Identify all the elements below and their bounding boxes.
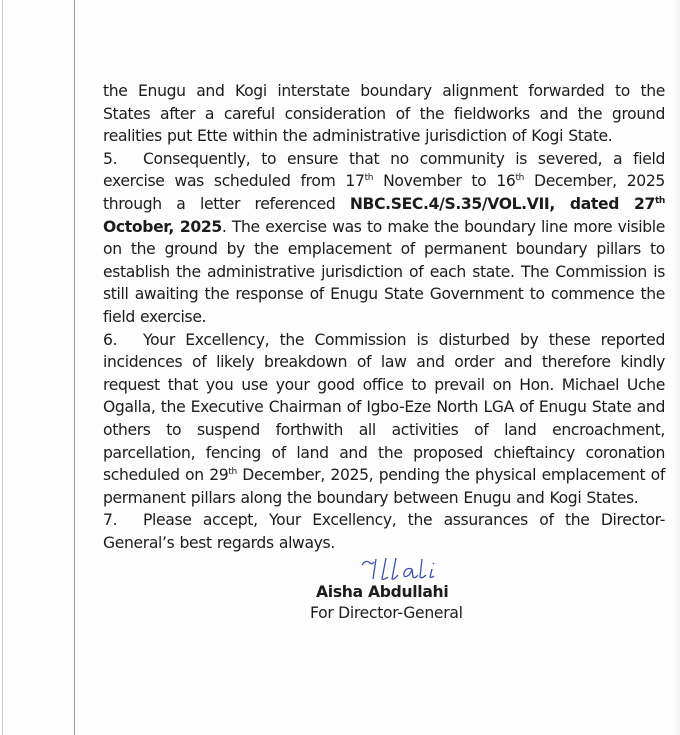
letter-reference-date: October, 2025	[103, 217, 222, 236]
paragraph-text: Your Excellency, the Commission is disturbed by these reported incidences of likely breakdown of law and order and therefore kindly request that you use your good office to prevail on Hon. Michael Uche Ogalla, the Executive Chairman of Igbo-Eze North LGA of Enugu State and others to suspend forthwith all activities of land encroachment, parcellation, fencing of land and the proposed chieftaincy coronation scheduled on 29	[103, 330, 665, 485]
paragraph-6	[103, 329, 665, 510]
page-edge-shadow	[672, 0, 680, 735]
ordinal-suffix: th	[515, 173, 525, 184]
paragraph-number: 7.	[103, 511, 118, 530]
letter-reference: NBC.SEC.4/S.35/VOL.VII, dated 27	[349, 194, 655, 213]
paragraph-text: November to 16	[373, 172, 516, 191]
paragraph-text: . The exercise was to make the boundary line more visible on the ground by the emplacement of permanent boundary pillars to establish the administrative jurisdiction of each state. The Commission is still awaiting the response of Enugu State Government to commence the field exercise.	[103, 217, 665, 326]
ordinal-suffix: th	[654, 195, 665, 206]
letter-body	[103, 80, 665, 554]
ordinal-suffix: th	[364, 173, 374, 184]
signature-icon	[360, 553, 460, 585]
page-border-line	[2, 0, 3, 735]
signatory-name: Aisha Abdullahi	[316, 583, 449, 601]
paragraph-text: Consequently, to ensure that no community is severed, a field exercise was scheduled from 17	[103, 149, 665, 191]
paragraph-text: December, 2025 through a letter referenced	[103, 172, 665, 213]
paragraph-number: 6.	[103, 330, 118, 349]
continuation-text: the Enugu and Kogi interstate boundary alignment forwarded to the States after a careful consideration of the fieldworks and the ground realities put Ette within the administrative jurisdiction of Kogi State.	[103, 82, 665, 146]
paragraph-5	[103, 148, 665, 329]
paragraph-7	[103, 509, 665, 554]
continuation-paragraph	[103, 80, 665, 148]
margin-line	[74, 0, 75, 735]
paragraph-number: 5.	[103, 149, 118, 168]
paragraph-text: December, 2025, pending the physical emplacement of permanent pillars along the boundary between Enugu and Kogi States.	[103, 466, 665, 507]
signatory-title: For Director-General	[310, 604, 463, 622]
paragraph-text: Please accept, Your Excellency, the assurances of the Director-General’s best regards always.	[103, 511, 665, 552]
ordinal-suffix: th	[228, 467, 237, 478]
